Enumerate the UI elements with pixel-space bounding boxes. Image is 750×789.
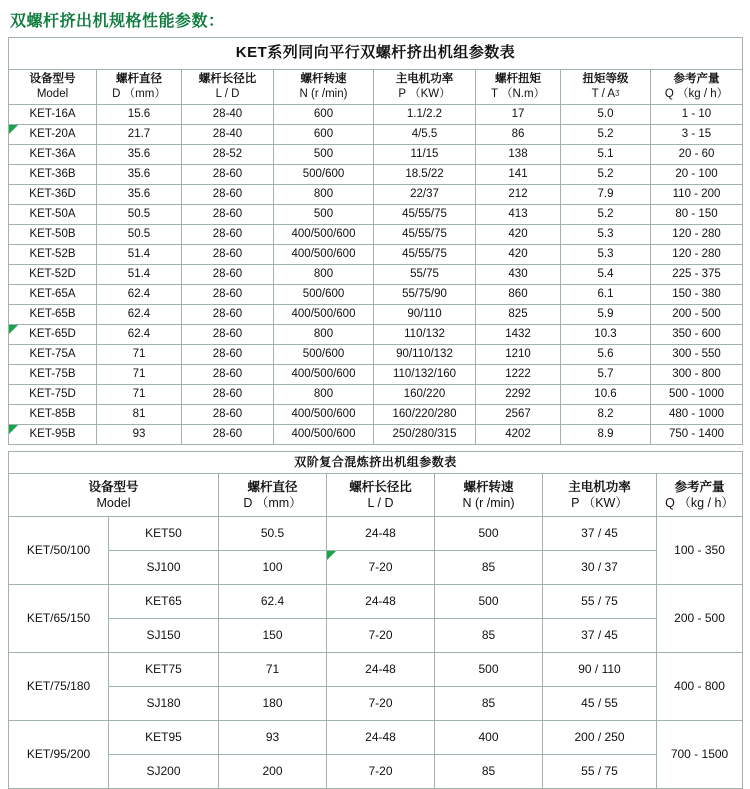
cell-model: KET-65D [9, 324, 97, 344]
table-row [9, 324, 743, 344]
table-row [9, 184, 743, 204]
cell-power: 4/5.5 [374, 124, 476, 144]
cell-diameter: 35.6 [97, 144, 182, 164]
cell-speed: 85 [435, 687, 543, 721]
table-row [9, 104, 743, 124]
table-row [9, 619, 743, 653]
cell-diameter: 93 [219, 721, 327, 755]
cell-model: KET-52B [9, 244, 97, 264]
cell-diameter: 71 [97, 384, 182, 404]
cell-output: 200 - 500 [651, 304, 743, 324]
table-row [9, 344, 743, 364]
table-row [9, 404, 743, 424]
cell-model: KET-36B [9, 164, 97, 184]
cell-model: KET-50A [9, 204, 97, 224]
column-header-0: 设备型号 Model [9, 69, 97, 104]
cell-ld-ratio: 28-60 [182, 344, 274, 364]
cell-diameter: 71 [97, 364, 182, 384]
cell-speed: 500/600 [274, 164, 374, 184]
cell-torque-grade: 5.4 [561, 264, 651, 284]
cell-model: SJ180 [109, 687, 219, 721]
cell-torque: 825 [476, 304, 561, 324]
cell-group-model: KET/95/200 [9, 721, 109, 789]
table-two-stage [8, 451, 743, 789]
cell-power: 110/132/160 [374, 364, 476, 384]
cell-power: 45 / 55 [543, 687, 657, 721]
cell-power: 200 / 250 [543, 721, 657, 755]
cell-ld-ratio: 28-60 [182, 244, 274, 264]
cell-power: 160/220 [374, 384, 476, 404]
cell-speed: 800 [274, 384, 374, 404]
cell-ld-ratio: 28-60 [182, 204, 274, 224]
column-header-4: 主电机功率 P （KW） [543, 473, 657, 517]
table-row [9, 384, 743, 404]
table-row [9, 585, 743, 619]
cell-torque-grade: 5.2 [561, 204, 651, 224]
cell-speed: 85 [435, 551, 543, 585]
cell-power: 11/15 [374, 144, 476, 164]
cell-torque: 1222 [476, 364, 561, 384]
cell-output: 120 - 280 [651, 244, 743, 264]
cell-torque: 138 [476, 144, 561, 164]
column-header-2: 螺杆长径比 L / D [327, 473, 435, 517]
cell-ld-ratio: 24-48 [327, 517, 435, 551]
cell-ld-ratio: 28-60 [182, 424, 274, 444]
cell-diameter: 21.7 [97, 124, 182, 144]
cell-torque: 860 [476, 284, 561, 304]
cell-speed: 400/500/600 [274, 224, 374, 244]
table-header-row [9, 69, 743, 104]
cell-speed: 400/500/600 [274, 304, 374, 324]
table-row [9, 551, 743, 585]
table-row [9, 517, 743, 551]
table-row [9, 653, 743, 687]
cell-model: KET-75D [9, 384, 97, 404]
cell-power: 250/280/315 [374, 424, 476, 444]
column-header-2: 螺杆长径比 L / D [182, 69, 274, 104]
corner-marker-icon [9, 325, 18, 334]
table-ket-series [8, 37, 743, 445]
column-header-0: 设备型号 Model [9, 473, 219, 517]
cell-torque-grade: 5.3 [561, 244, 651, 264]
corner-marker-icon [327, 551, 336, 560]
cell-torque: 1210 [476, 344, 561, 364]
cell-torque-grade: 6.1 [561, 284, 651, 304]
table-row [9, 204, 743, 224]
cell-ld-ratio: 28-52 [182, 144, 274, 164]
cell-diameter: 81 [97, 404, 182, 424]
cell-speed: 600 [274, 124, 374, 144]
table-row [9, 364, 743, 384]
cell-model: KET-52D [9, 264, 97, 284]
cell-speed: 600 [274, 104, 374, 124]
cell-ld-ratio: 24-48 [327, 585, 435, 619]
cell-speed: 500 [435, 517, 543, 551]
cell-torque: 430 [476, 264, 561, 284]
cell-model: KET-75B [9, 364, 97, 384]
cell-power: 90/110 [374, 304, 476, 324]
cell-diameter: 62.4 [97, 324, 182, 344]
cell-speed: 400 [435, 721, 543, 755]
cell-speed: 800 [274, 324, 374, 344]
cell-torque: 420 [476, 224, 561, 244]
cell-diameter: 15.6 [97, 104, 182, 124]
column-header-5: 参考产量 Q （kg / h） [657, 473, 743, 517]
cell-torque-grade: 5.2 [561, 124, 651, 144]
cell-model: KET-16A [9, 104, 97, 124]
table-title-row [9, 38, 743, 70]
cell-ld-ratio: 28-60 [182, 224, 274, 244]
table-header-row [9, 473, 743, 517]
cell-torque-grade: 5.1 [561, 144, 651, 164]
corner-marker-icon [9, 125, 18, 134]
cell-torque-grade: 7.9 [561, 184, 651, 204]
table-row [9, 124, 743, 144]
cell-power: 45/55/75 [374, 204, 476, 224]
table-title: 双阶复合混炼挤出机组参数表 [9, 451, 743, 473]
cell-power: 45/55/75 [374, 244, 476, 264]
cell-output: 100 - 350 [657, 517, 743, 585]
cell-output: 20 - 60 [651, 144, 743, 164]
cell-ld-ratio: 7-20 [327, 687, 435, 721]
cell-torque: 4202 [476, 424, 561, 444]
cell-output: 20 - 100 [651, 164, 743, 184]
cell-power: 18.5/22 [374, 164, 476, 184]
cell-output: 225 - 375 [651, 264, 743, 284]
cell-diameter: 100 [219, 551, 327, 585]
table-row [9, 224, 743, 244]
cell-model: KET50 [109, 517, 219, 551]
cell-diameter: 93 [97, 424, 182, 444]
cell-torque: 2567 [476, 404, 561, 424]
cell-output: 700 - 1500 [657, 721, 743, 789]
cell-output: 480 - 1000 [651, 404, 743, 424]
cell-power: 90 / 110 [543, 653, 657, 687]
cell-ld-ratio: 28-60 [182, 264, 274, 284]
cell-ld-ratio: 28-40 [182, 104, 274, 124]
cell-diameter: 62.4 [97, 284, 182, 304]
cell-ld-ratio: 28-60 [182, 364, 274, 384]
cell-model: SJ150 [109, 619, 219, 653]
column-header-1: 螺杆直径 D （mm） [219, 473, 327, 517]
cell-power: 110/132 [374, 324, 476, 344]
cell-model: KET95 [109, 721, 219, 755]
cell-speed: 500 [435, 585, 543, 619]
cell-output: 120 - 280 [651, 224, 743, 244]
table-title: KET系列同向平行双螺杆挤出机组参数表 [9, 38, 743, 70]
cell-output: 80 - 150 [651, 204, 743, 224]
cell-diameter: 62.4 [97, 304, 182, 324]
cell-speed: 85 [435, 619, 543, 653]
cell-torque-grade: 10.6 [561, 384, 651, 404]
table-row [9, 244, 743, 264]
cell-ld-ratio: 7-20 [327, 551, 435, 585]
cell-ld-ratio: 24-48 [327, 653, 435, 687]
cell-diameter: 62.4 [219, 585, 327, 619]
cell-ld-ratio: 24-48 [327, 721, 435, 755]
cell-torque-grade: 10.3 [561, 324, 651, 344]
cell-power: 22/37 [374, 184, 476, 204]
cell-diameter: 50.5 [97, 204, 182, 224]
cell-output: 350 - 600 [651, 324, 743, 344]
cell-power: 55 / 75 [543, 755, 657, 789]
cell-diameter: 150 [219, 619, 327, 653]
table-row [9, 144, 743, 164]
cell-model: SJ100 [109, 551, 219, 585]
cell-ld-ratio: 28-60 [182, 324, 274, 344]
cell-power: 37 / 45 [543, 619, 657, 653]
cell-torque-grade: 5.0 [561, 104, 651, 124]
page-title: 双螺杆挤出机规格性能参数： [10, 13, 225, 30]
cell-diameter: 50.5 [219, 517, 327, 551]
cell-speed: 400/500/600 [274, 244, 374, 264]
cell-diameter: 71 [219, 653, 327, 687]
cell-model: KET-85B [9, 404, 97, 424]
cell-speed: 400/500/600 [274, 404, 374, 424]
cell-ld-ratio: 28-60 [182, 404, 274, 424]
cell-speed: 500 [274, 204, 374, 224]
cell-speed: 500 [435, 653, 543, 687]
cell-diameter: 35.6 [97, 184, 182, 204]
cell-ld-ratio: 28-60 [182, 304, 274, 324]
cell-ld-ratio: 28-40 [182, 124, 274, 144]
cell-diameter: 180 [219, 687, 327, 721]
column-header-1: 螺杆直径 D （mm） [97, 69, 182, 104]
cell-ld-ratio: 28-60 [182, 184, 274, 204]
cell-torque: 420 [476, 244, 561, 264]
cell-model: KET-95B [9, 424, 97, 444]
cell-torque: 141 [476, 164, 561, 184]
cell-torque: 212 [476, 184, 561, 204]
cell-speed: 500/600 [274, 344, 374, 364]
cell-power: 90/110/132 [374, 344, 476, 364]
cell-group-model: KET/50/100 [9, 517, 109, 585]
cell-output: 200 - 500 [657, 585, 743, 653]
column-header-7: 参考产量 Q （kg / h） [651, 69, 743, 104]
cell-speed: 800 [274, 264, 374, 284]
cell-output: 150 - 380 [651, 284, 743, 304]
corner-marker-icon [9, 425, 18, 434]
cell-torque-grade: 8.2 [561, 404, 651, 424]
cell-power: 160/220/280 [374, 404, 476, 424]
cell-torque: 17 [476, 104, 561, 124]
cell-model: KET75 [109, 653, 219, 687]
cell-torque-grade: 5.7 [561, 364, 651, 384]
cell-torque: 2292 [476, 384, 561, 404]
column-header-6: 扭矩等级 T / Aᶾ [561, 69, 651, 104]
table-row [9, 304, 743, 324]
table-row [9, 687, 743, 721]
cell-model: KET-20A [9, 124, 97, 144]
cell-model: KET-75A [9, 344, 97, 364]
column-header-5: 螺杆扭矩 T （N.m） [476, 69, 561, 104]
table-row [9, 424, 743, 444]
cell-power: 45/55/75 [374, 224, 476, 244]
cell-torque: 86 [476, 124, 561, 144]
cell-power: 1.1/2.2 [374, 104, 476, 124]
table-row [9, 284, 743, 304]
cell-output: 400 - 800 [657, 653, 743, 721]
table-row [9, 164, 743, 184]
cell-output: 300 - 800 [651, 364, 743, 384]
cell-power: 55/75 [374, 264, 476, 284]
cell-group-model: KET/65/150 [9, 585, 109, 653]
cell-torque: 413 [476, 204, 561, 224]
cell-speed: 400/500/600 [274, 424, 374, 444]
cell-speed: 800 [274, 184, 374, 204]
cell-output: 500 - 1000 [651, 384, 743, 404]
cell-speed: 500/600 [274, 284, 374, 304]
column-header-4: 主电机功率 P （KW） [374, 69, 476, 104]
cell-model: KET-65B [9, 304, 97, 324]
cell-model: KET-65A [9, 284, 97, 304]
cell-torque-grade: 5.9 [561, 304, 651, 324]
cell-output: 110 - 200 [651, 184, 743, 204]
cell-ld-ratio: 7-20 [327, 755, 435, 789]
cell-ld-ratio: 28-60 [182, 284, 274, 304]
cell-output: 300 - 550 [651, 344, 743, 364]
cell-output: 750 - 1400 [651, 424, 743, 444]
cell-model: KET-50B [9, 224, 97, 244]
cell-torque-grade: 5.2 [561, 164, 651, 184]
cell-diameter: 51.4 [97, 264, 182, 284]
cell-power: 55/75/90 [374, 284, 476, 304]
column-header-3: 螺杆转速 N (r /min) [274, 69, 374, 104]
cell-torque-grade: 5.6 [561, 344, 651, 364]
cell-torque-grade: 8.9 [561, 424, 651, 444]
cell-diameter: 71 [97, 344, 182, 364]
cell-power: 37 / 45 [543, 517, 657, 551]
cell-power: 30 / 37 [543, 551, 657, 585]
cell-speed: 85 [435, 755, 543, 789]
cell-ld-ratio: 28-60 [182, 384, 274, 404]
cell-output: 1 - 10 [651, 104, 743, 124]
cell-model: KET-36A [9, 144, 97, 164]
cell-torque: 1432 [476, 324, 561, 344]
table-title-row [9, 451, 743, 473]
cell-model: SJ200 [109, 755, 219, 789]
table-row [9, 264, 743, 284]
cell-speed: 500 [274, 144, 374, 164]
cell-group-model: KET/75/180 [9, 653, 109, 721]
cell-speed: 400/500/600 [274, 364, 374, 384]
cell-diameter: 35.6 [97, 164, 182, 184]
cell-ld-ratio: 7-20 [327, 619, 435, 653]
cell-diameter: 200 [219, 755, 327, 789]
column-header-3: 螺杆转速 N (r /min) [435, 473, 543, 517]
cell-diameter: 51.4 [97, 244, 182, 264]
cell-model: KET-36D [9, 184, 97, 204]
cell-output: 3 - 15 [651, 124, 743, 144]
cell-diameter: 50.5 [97, 224, 182, 244]
table-row [9, 755, 743, 789]
cell-torque-grade: 5.3 [561, 224, 651, 244]
cell-ld-ratio: 28-60 [182, 164, 274, 184]
cell-model: KET65 [109, 585, 219, 619]
cell-power: 55 / 75 [543, 585, 657, 619]
